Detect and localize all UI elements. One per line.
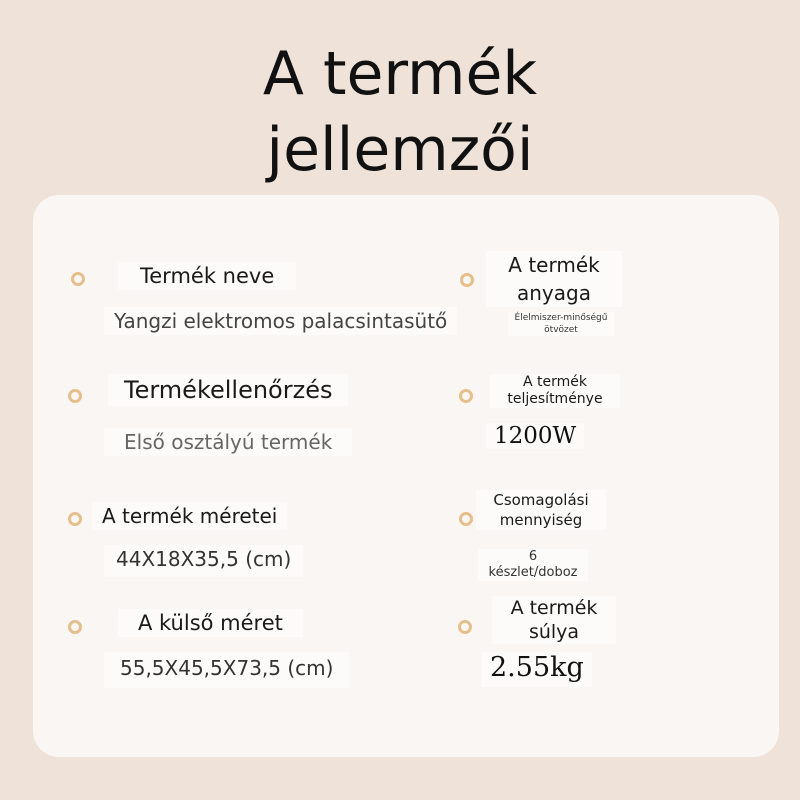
product-name-value: Yangzi elektromos palacsintasütő xyxy=(104,307,457,335)
product-material-value-line-1: Élelmiszer-minőségű xyxy=(514,313,608,323)
bullet-icon xyxy=(68,389,82,403)
bullet-icon xyxy=(68,620,82,634)
product-power-label-line-1: A termék xyxy=(523,374,587,390)
outer-size-value: 55,5X45,5X73,5 (cm) xyxy=(104,652,349,688)
product-material-label xyxy=(486,251,622,307)
packaging-quantity-value xyxy=(478,549,588,581)
page-title xyxy=(0,36,800,188)
outer-size-label: A külső méret xyxy=(118,609,303,637)
product-weight-value: 2.55kg xyxy=(482,652,592,687)
product-power-label-line-2: teljesítménye xyxy=(507,391,603,407)
product-weight-label-line-2: súlya xyxy=(528,621,580,643)
bullet-icon xyxy=(71,272,85,286)
product-dimensions-value: 44X18X35,5 (cm) xyxy=(104,545,303,577)
product-dimensions-label: A termék méretei xyxy=(92,502,287,530)
packaging-quantity-label xyxy=(476,490,606,530)
product-material-value-line-2: ötvözet xyxy=(544,325,578,335)
product-weight-label-line-1: A termék xyxy=(510,597,598,619)
product-weight-label xyxy=(492,596,616,644)
packaging-quantity-label-line-1: Csomagolási xyxy=(493,491,589,509)
product-name-label: Termék neve xyxy=(118,262,296,290)
product-material-label-line-1: A termék xyxy=(508,253,600,277)
page-title-line-2: jellemzői xyxy=(266,115,534,185)
product-inspection-value: Első osztályú termék xyxy=(104,428,352,456)
product-material-value xyxy=(508,312,614,336)
page-title-line-1: A termék xyxy=(262,39,538,109)
packaging-quantity-value-line-2: készlet/doboz xyxy=(488,565,578,580)
product-inspection-label: Termékellenőrzés xyxy=(108,374,348,406)
bullet-icon xyxy=(68,512,82,526)
product-material-label-line-2: anyaga xyxy=(517,281,591,305)
bullet-icon xyxy=(459,389,473,403)
product-power-label xyxy=(490,374,620,408)
bullet-icon xyxy=(460,273,474,287)
packaging-quantity-value-line-1: 6 xyxy=(528,549,538,564)
product-power-value: 1200W xyxy=(486,423,584,449)
bullet-icon xyxy=(459,512,473,526)
bullet-icon xyxy=(458,620,472,634)
packaging-quantity-label-line-2: mennyiség xyxy=(499,511,583,529)
